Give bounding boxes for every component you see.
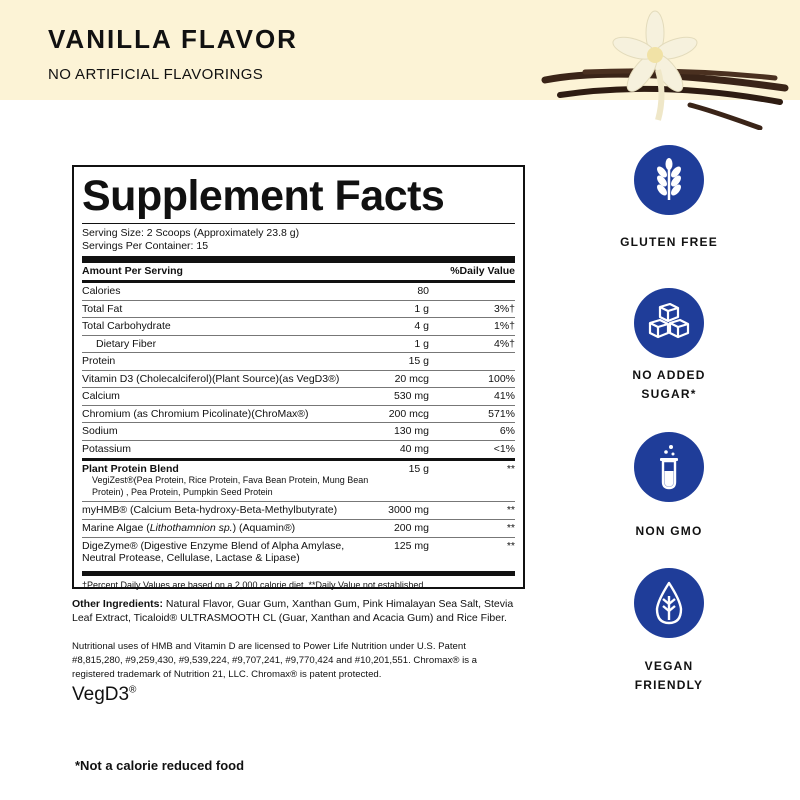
- hmb-row: myHMB® (Calcium Beta-hydroxy-Beta-Methylbutyrate) 3000 mg **: [82, 502, 515, 520]
- facts-header-row: [82, 263, 515, 280]
- leaf-drop-icon: [652, 580, 686, 626]
- vanilla-flower-image: [540, 10, 790, 130]
- flavor-title: VANILLA FLAVOR: [48, 24, 298, 54]
- flavor-subtitle: NO ARTIFICIAL FLAVORINGS: [48, 66, 264, 83]
- serving-size: Serving Size: 2 Scoops (Approximately 23.8 g): [82, 227, 300, 239]
- no-added-sugar-badge: [634, 288, 704, 358]
- calorie-note: *Not a calorie reduced food: [75, 758, 245, 773]
- patent-text: Nutritional uses of HMB and Vitamin D are licensed to Power Life Nutrition under U.S. Patent #8,815,280, #9,259,430, #9,539,224, #9,707,241, #9,770,424 and #10,201,551. Chromax® is a registered trademark of Nutrition 21, LLC. Chromax® is patent protected.: [72, 641, 478, 680]
- facts-row: Sodium 130 mg 6%: [82, 423, 515, 441]
- facts-row: Dietary Fiber 1 g 4%†: [82, 336, 515, 354]
- facts-title: Supplement Facts: [82, 172, 445, 220]
- servings-per-container: Servings Per Container: 15: [82, 240, 209, 252]
- algae-row: Marine Algae (Lithothamnion sp.) (Aquamin®) 200 mg **: [82, 520, 515, 538]
- facts-row: Potassium 40 mg <1%: [82, 442, 515, 455]
- facts-row: Total Fat 1 g 3%†: [82, 301, 515, 319]
- enzyme-row: DigeZyme® (Digestive Enzyme Blend of Alpha Amylase, Neutral Protease, Cellulase, Lactase & Lipase) 125 mg **: [82, 540, 515, 564]
- badge-label: GLUTEN FREE: [620, 235, 718, 249]
- facts-row: Protein 15 g: [82, 353, 515, 371]
- badge-label: NON GMO: [635, 524, 703, 538]
- sugar-cubes-icon: [646, 303, 692, 343]
- facts-footnote: †Percent Daily Values are based on a 2,000 calorie diet. **Daily Value not established.: [82, 571, 515, 590]
- facts-row: Total Carbohydrate 4 g 1%†: [82, 318, 515, 336]
- non-gmo-badge: [634, 432, 704, 502]
- supplement-facts-panel: [72, 165, 525, 589]
- amount-header: Amount Per Serving: [82, 265, 183, 277]
- badge-label: VEGAN FRIENDLY: [634, 659, 704, 692]
- badge-label: NO ADDED SUGAR*: [632, 368, 706, 401]
- wheat-icon: [649, 158, 689, 202]
- dv-header: %Daily Value: [450, 265, 515, 277]
- protein-blend-row: Plant Protein Blend VegiZest®(Pea Protein, Rice Protein, Fava Bean Protein, Mung Bean Protein) , Pea Protein, Pumpkin Seed Protein 15 g **: [82, 461, 515, 502]
- other-ingredients: Other Ingredients: Natural Flavor, Guar Gum, Xanthan Gum, Pink Himalayan Sea Salt, Stevia Leaf Extract, Ticaloid® ULTRASMOOTH CL (Guar, Xanthan and Acacia Gum) and Rice Fiber.: [72, 598, 514, 624]
- vegan-friendly-badge: [634, 568, 704, 638]
- gluten-free-badge: [634, 145, 704, 215]
- vegd3-logo: VegD3®: [72, 684, 137, 705]
- facts-row: Calcium 530 mg 41%: [82, 388, 515, 406]
- test-tube-icon: [654, 444, 684, 490]
- facts-row: Chromium (as Chromium Picolinate)(ChroMax®) 200 mcg 571%: [82, 406, 515, 424]
- facts-row: Calories 80: [82, 283, 515, 301]
- facts-row: Vitamin D3 (Cholecalciferol)(Plant Source)(as VegD3®) 20 mcg 100%: [82, 371, 515, 389]
